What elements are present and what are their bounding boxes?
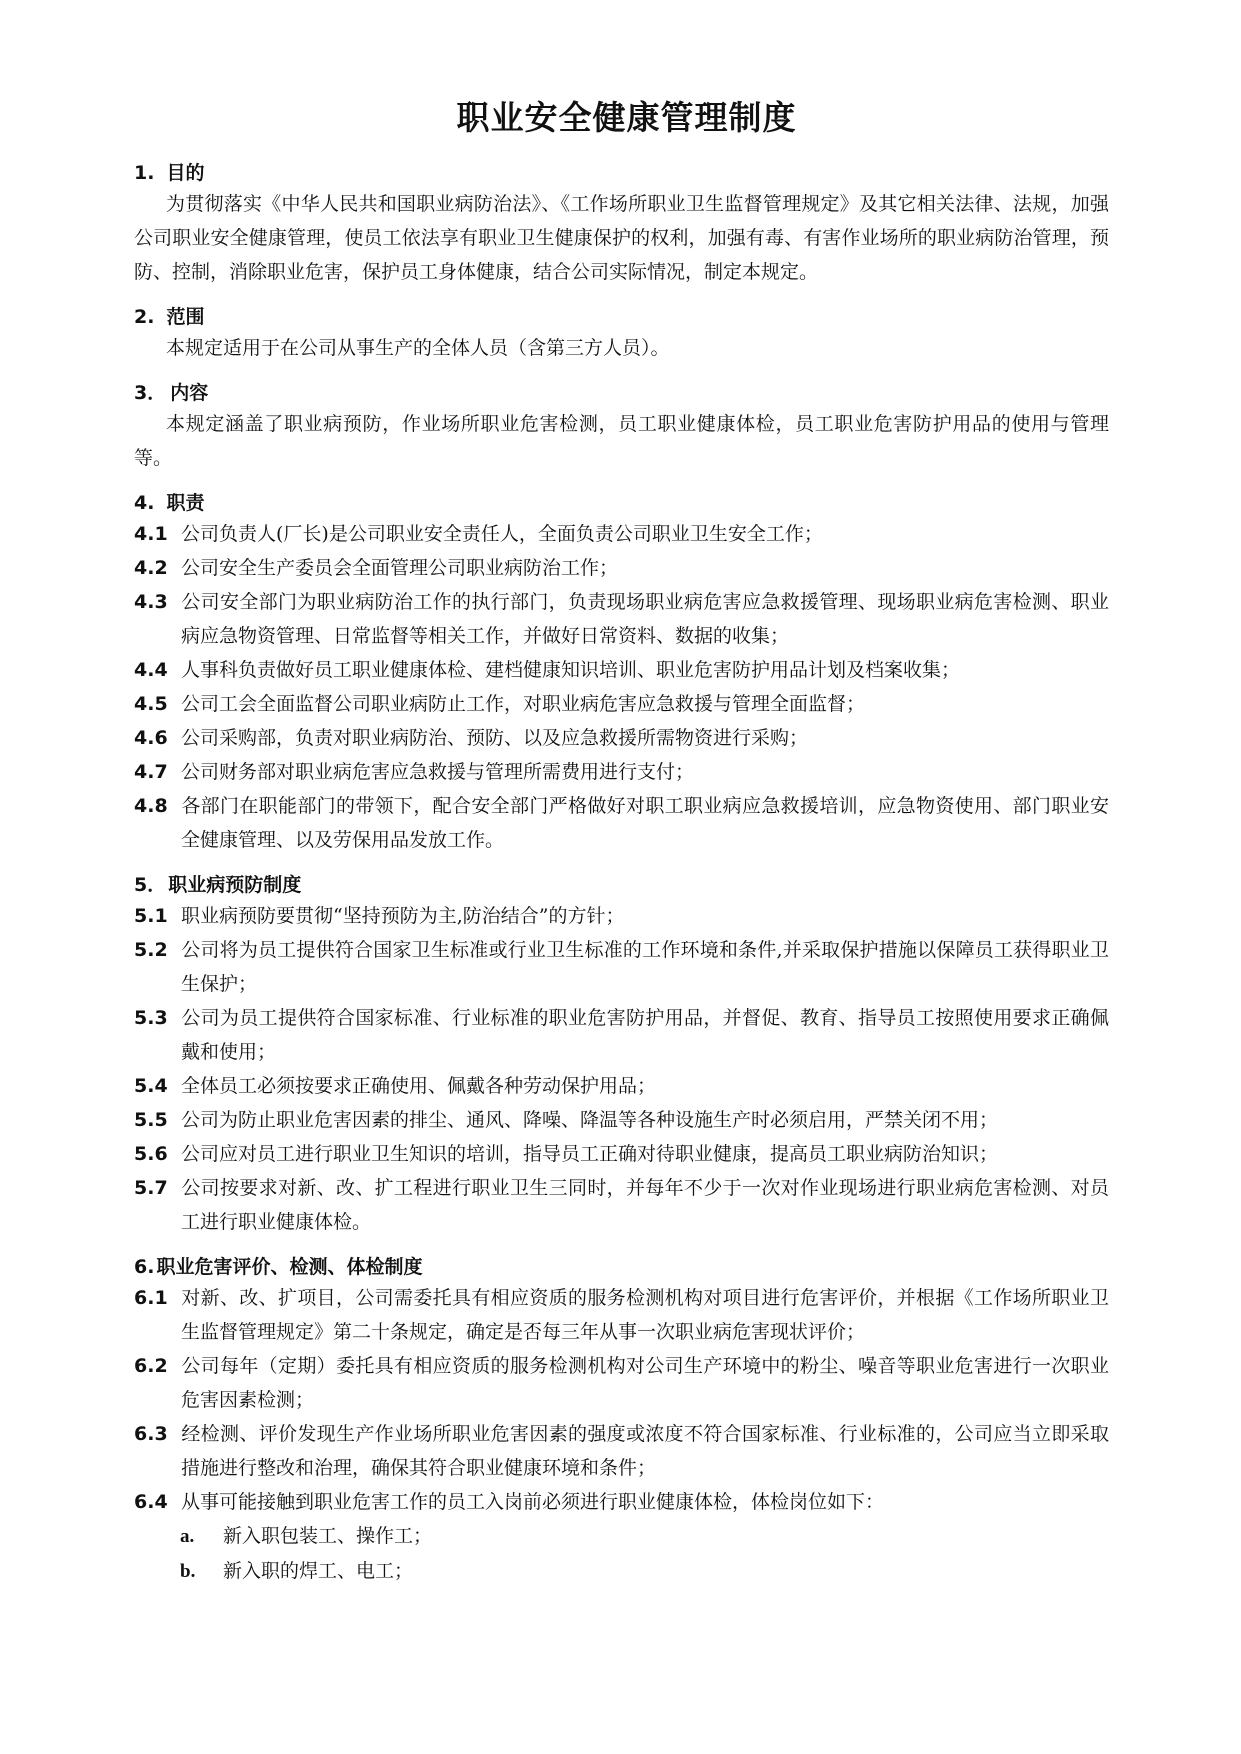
section-prevention: [134, 871, 1109, 1239]
list-item: 4.6 公司采购部，负责对职业病防治、预防、以及应急救援所需物资进行采购；: [134, 727, 809, 749]
section-purpose: [134, 159, 1109, 289]
list-item: 5.5 公司为防止职业危害因素的排尘、通风、降噪、降温等各种设施生产时必须启用，严禁关闭不用；: [134, 1109, 999, 1131]
list-item: 6.2 公司每年（定期）委托具有相应资质的服务检测机构对公司生产环境中的粉尘、噪音等职业危害进行一次职业危害因素检测；: [134, 1355, 1109, 1411]
sub-list-item: a. 新入职包装工、操作工；: [180, 1525, 433, 1547]
list-item: 4.5 公司工会全面监督公司职业病防止工作，对职业病危害应急救援与管理全面监督；: [134, 693, 866, 715]
list-item: 6.3 经检测、评价发现生产作业场所职业危害因素的强度或浓度不符合国家标准、行业标准的，公司应当立即采取措施进行整改和治理，确保其符合职业健康环境和条件；: [134, 1423, 1109, 1479]
list-item: 5.4 全体员工必须按要求正确使用、佩戴各种劳动保护用品；: [134, 1075, 657, 1097]
list-item: 6.4 从事可能接触到职业危害工作的员工入岗前必须进行职业健康体检，体检岗位如下：: [134, 1491, 885, 1513]
list-item: 5.3 公司为员工提供符合国家标准、行业标准的职业危害防护用品，并督促、教育、指导员工按照使用要求正确佩戴和使用；: [134, 1007, 1109, 1063]
list-item: 4.3 公司安全部门为职业病防治工作的执行部门，负责现场职业病危害应急救援管理、现场职业病危害检测、职业病应急物资管理、日常监督等相关工作，并做好日常资料、数据的收集；: [134, 591, 1109, 647]
list-item: 4.4 人事科负责做好员工职业健康体检、建档健康知识培训、职业危害防护用品计划及档案收集；: [134, 659, 961, 681]
list-item: 4.7 公司财务部对职业病危害应急救援与管理所需费用进行支付；: [134, 761, 695, 783]
document-page: [134, 92, 1109, 1589]
section-content: [134, 379, 1109, 475]
list-item: 4.1 公司负责人(厂长)是公司职业安全责任人，全面负责公司职业卫生安全工作；: [134, 523, 823, 545]
section-heading: 1. 目的: [134, 162, 205, 184]
section-scope: [134, 303, 1109, 365]
section-responsibilities: [134, 489, 1109, 857]
list-item: 5.7 公司按要求对新、改、扩工程进行职业卫生三同时，并每年不少于一次对作业现场进行职业病危害检测、对员工进行职业健康体检。: [134, 1177, 1109, 1233]
list-item: 6.1 对新、改、扩项目，公司需委托具有相应资质的服务检测机构对项目进行危害评价，并根据《工作场所职业卫生监督管理规定》第二十条规定，确定是否每三年从事一次职业病危害现状评价；: [134, 1287, 1109, 1343]
sub-list-item: b. 新入职的焊工、电工；: [180, 1560, 414, 1582]
section-heading: 2. 范围: [134, 306, 205, 328]
section-heading: 5． 职业病预防制度: [134, 874, 302, 896]
list-item: 5.2 公司将为员工提供符合国家卫生标准或行业卫生标准的工作环境和条件,并采取保护措施以保障员工获得职业卫生保护；: [134, 939, 1109, 995]
list-item: 4.2 公司安全生产委员会全面管理公司职业病防治工作；: [134, 557, 619, 579]
document-title: 职业安全健康管理制度: [456, 98, 797, 137]
list-item: 5.1 职业病预防要贯彻“坚持预防为主,防治结合”的方针；: [134, 905, 625, 927]
section-heading: 3． 内容: [134, 382, 209, 404]
list-item: 5.6 公司应对员工进行职业卫生知识的培训，指导员工正确对待职业健康，提高员工职业病防治知识；: [134, 1143, 999, 1165]
section-body: 为贯彻落实《中华人民共和国职业病防治法》、《工作场所职业卫生监督管理规定》及其它相关法律、法规，加强公司职业安全健康管理，使员工依法享有职业卫生健康保护的权利，加强有毒、有害作业场所的职业病防治管理，预防、控制，消除职业危害，保护员工身体健康，结合公司实际情况，制定本规定。: [134, 193, 1109, 283]
section-heading: 4. 职责: [134, 492, 205, 514]
section-body: 本规定涵盖了职业病预防，作业场所职业危害检测，员工职业健康体检，员工职业危害防护用品的使用与管理等。: [134, 413, 1109, 469]
section-evaluation: [134, 1253, 1109, 1589]
section-body: 本规定适用于在公司从事生产的全体人员（含第三方人员）。: [166, 337, 670, 359]
list-item: 4.8 各部门在职能部门的带领下，配合安全部门严格做好对职工职业病应急救援培训，应急物资使用、部门职业安全健康管理、以及劳保用品发放工作。: [134, 795, 1109, 851]
section-heading: 6. 职业危害评价、检测、体检制度: [134, 1256, 423, 1278]
